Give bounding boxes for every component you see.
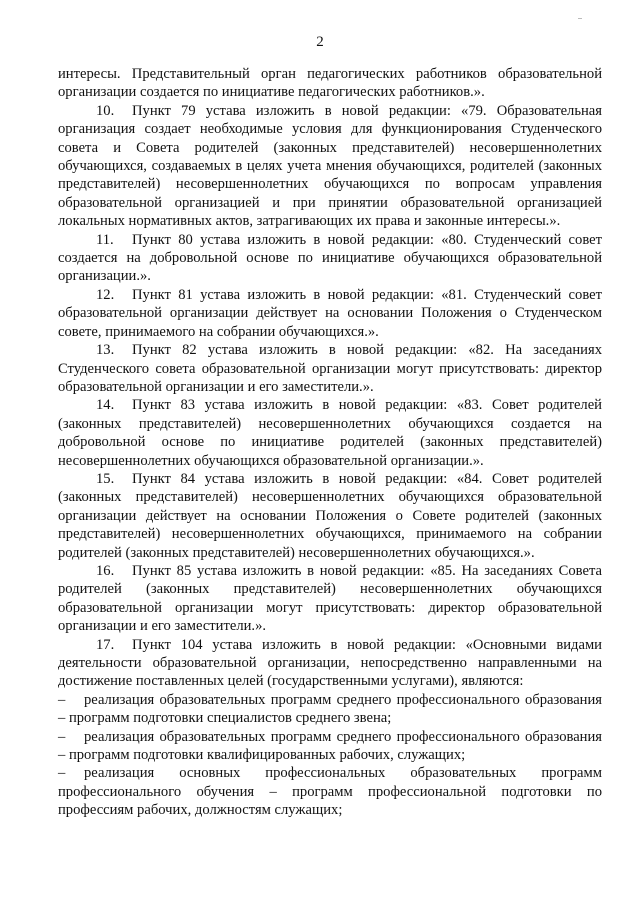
item-number: 17. bbox=[96, 636, 115, 653]
list-item-text: реализация образовательных программ среднего профессионального образования – программ подготовки специалистов среднего звена; bbox=[58, 691, 602, 727]
document-body bbox=[58, 65, 602, 820]
intro-paragraph: интересы. Представительный орган педагогических работников образовательной организации создается по инициативе педагогических работников.». bbox=[58, 66, 602, 101]
item-15 bbox=[58, 470, 602, 562]
dash-marker: – bbox=[58, 691, 66, 708]
item-text: Пункт 85 устава изложить в новой редакции: «85. На заседаниях Совета родителей (законных представителей) несовершеннолетних обучающихся образовательной организации могут присутствовать: директор образовательной организации и его заместители.». bbox=[58, 562, 602, 635]
item-12 bbox=[58, 286, 602, 341]
item-text: Пункт 82 устава изложить в новой редакции: «82. На заседаниях Студенческого совета образовательной организации могут присутствовать: директор образовательной организации и его заместители.». bbox=[58, 342, 602, 395]
list-item bbox=[58, 764, 602, 819]
item-text: Пункт 84 устава изложить в новой редакции: «84. Совет родителей (законных представителей) несовершеннолетних обучающихся образовательной организации действует на основании Положения о Совете родителей (законных представителей) несовершеннолетних обучающихся, принимаемого на собрании родителей (законных представителей) несовершеннолетних обучающихся.». bbox=[58, 470, 602, 561]
item-number: 16. bbox=[96, 562, 115, 579]
item-text: Пункт 83 устава изложить в новой редакции: «83. Совет родителей (законных представителей) несовершеннолетних обучающихся создается на добровольной основе по инициативе родителей (законных представителей) несовершеннолетних обучающихся образовательной организации.». bbox=[58, 397, 602, 469]
item-number: 13. bbox=[96, 342, 115, 359]
item-text: Пункт 80 устава изложить в новой редакции: «80. Студенческий совет создается на добровольной основе по инициативе обучающихся образовательной организации.». bbox=[58, 231, 602, 285]
page-number: 2 bbox=[316, 34, 324, 50]
list-item-text: реализация основных профессиональных образовательных программ профессионального обучения – программ профессиональной подготовки по профессиям рабочих, должностям служащих; bbox=[58, 765, 602, 819]
scan-mark bbox=[578, 18, 582, 19]
item-17 bbox=[58, 636, 602, 691]
list-item-text: реализация образовательных программ среднего профессионального образования – программ подготовки квалифицированных рабочих, служащих; bbox=[58, 728, 602, 764]
item-16 bbox=[58, 562, 602, 636]
item-number: 15. bbox=[96, 470, 115, 487]
list-item bbox=[58, 691, 602, 728]
list-item bbox=[58, 728, 602, 765]
dash-marker: – bbox=[58, 728, 66, 745]
item-10 bbox=[58, 102, 602, 231]
item-text: Пункт 104 устава изложить в новой редакции: «Основными видами деятельности образовательной организации, непосредственно направленными на достижение поставленных целей (государственными услугами), являются: bbox=[58, 636, 602, 690]
dash-marker: – bbox=[58, 765, 66, 782]
item-11 bbox=[58, 231, 602, 286]
item-number: 10. bbox=[96, 102, 115, 119]
item-text: Пункт 79 устава изложить в новой редакции: «79. Образовательная организация создает необходимые условия для функционирования Студенческого совета и Совета родителей (законных представителей) несовершеннолетних обучающихся, создаваемых в целях учета мнения обучающихся, родителей (законных представителей) несовершеннолетних обучающихся по вопросам управления образовательной организацией и при принятии образовательной организацией локальных нормативных актов, затрагивающих их права и законные интересы.». bbox=[58, 102, 602, 230]
item-13 bbox=[58, 341, 602, 396]
item-number: 12. bbox=[96, 286, 115, 303]
item-number: 11. bbox=[96, 231, 114, 248]
item-14 bbox=[58, 396, 602, 470]
item-number: 14. bbox=[96, 397, 115, 414]
item-text: Пункт 81 устава изложить в новой редакции: «81. Студенческий совет образовательной организации действует на основании Положения о Студенческом совете, принимаемого на собрании обучающихся.». bbox=[58, 286, 602, 340]
